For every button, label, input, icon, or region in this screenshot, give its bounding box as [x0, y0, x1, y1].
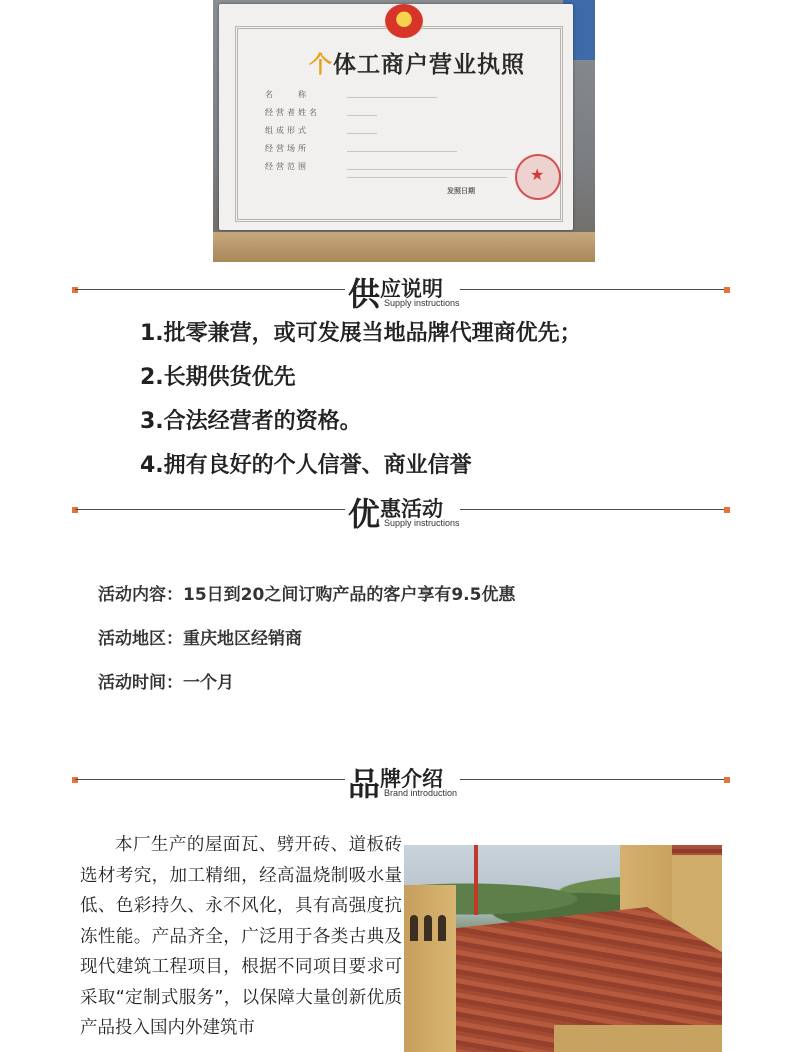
business-license-photo [213, 0, 595, 262]
supply-heading-rest: 应说明 [380, 277, 444, 301]
brand-heading-big: 品 [348, 765, 381, 803]
wooden-board [213, 232, 595, 262]
license-title-first: 个 [309, 51, 333, 78]
tower-left [404, 885, 456, 1052]
brand-section-heading [72, 762, 730, 802]
heading-divider [75, 289, 345, 290]
heading-dot [72, 287, 78, 293]
license-field: 组成形式 [265, 126, 309, 135]
license-fields [265, 86, 355, 176]
promo-content: 活动内容：15日到20之间订购产品的客户享有9.5优惠 [98, 585, 516, 605]
license-date-label: 发照日期 [447, 187, 475, 195]
supply-heading-subtitle: Supply instructions [384, 298, 460, 308]
license-field: 名 称 [265, 90, 309, 99]
license-title [309, 46, 525, 79]
window [410, 915, 418, 941]
red-seal-stamp [515, 154, 561, 200]
supply-heading-title [348, 269, 443, 315]
heading-dot [724, 777, 730, 783]
brand-heading-subtitle: Brand introduction [384, 788, 458, 798]
license-field: 经营者姓名 [265, 108, 320, 117]
license-title-rest: 体工商户营业执照 [333, 51, 525, 78]
brand-heading-title [348, 759, 443, 805]
license-fill-line [347, 115, 377, 116]
window [424, 915, 432, 941]
promo-heading-title [348, 489, 443, 535]
heading-divider [75, 509, 345, 510]
heading-dot [72, 507, 78, 513]
heading-divider [460, 289, 724, 290]
supply-item: 3.合法经营者的资格。 [140, 409, 362, 434]
promo-region: 活动地区：重庆地区经销商 [98, 629, 302, 649]
license-field: 经营场所 [265, 144, 309, 153]
promo-heading-rest: 惠活动 [380, 497, 444, 521]
heading-divider [460, 779, 724, 780]
heading-dot [724, 287, 730, 293]
supply-section-heading [72, 272, 730, 312]
license-fill-line [347, 151, 457, 152]
heading-divider [460, 509, 724, 510]
window [438, 915, 446, 941]
promo-heading-subtitle: Supply instructions [384, 518, 460, 528]
crane [474, 845, 478, 915]
license-fill-line [347, 169, 517, 170]
heading-dot [72, 777, 78, 783]
supply-item: 4.拥有良好的个人信誉、商业信誉 [140, 453, 472, 478]
supply-item: 2.长期供货优先 [140, 365, 296, 390]
promo-section-heading [72, 492, 730, 532]
license-paper [219, 4, 573, 230]
promo-duration: 活动时间：一个月 [98, 673, 234, 693]
roof-tile-photo [404, 845, 722, 1052]
supply-item: 1.批零兼营，或可发展当地品牌代理商优先； [140, 321, 582, 346]
license-fill-line [347, 177, 507, 178]
heading-dot [724, 507, 730, 513]
license-fill-line [347, 97, 437, 98]
brand-heading-rest: 牌介绍 [380, 767, 444, 791]
license-field: 经营范围 [265, 162, 309, 171]
national-emblem-icon [385, 4, 423, 38]
promo-heading-big: 优 [348, 495, 381, 533]
heading-divider [75, 779, 345, 780]
brand-description: 本厂生产的屋面瓦、劈开砖、道板砖选材考究，加工精细，经高温烧制吸水量低、色彩持久、永不风化，具有高强度抗冻性能。产品齐全，广泛用于各类古典及现代建筑工程项目，根据不同项目要求可采取“定制式服务”，以保障大量创新优质产品投入国内外建筑市 [80, 835, 402, 1038]
supply-heading-big: 供 [348, 275, 381, 313]
license-fill-line [347, 133, 377, 134]
wall [554, 1025, 722, 1052]
